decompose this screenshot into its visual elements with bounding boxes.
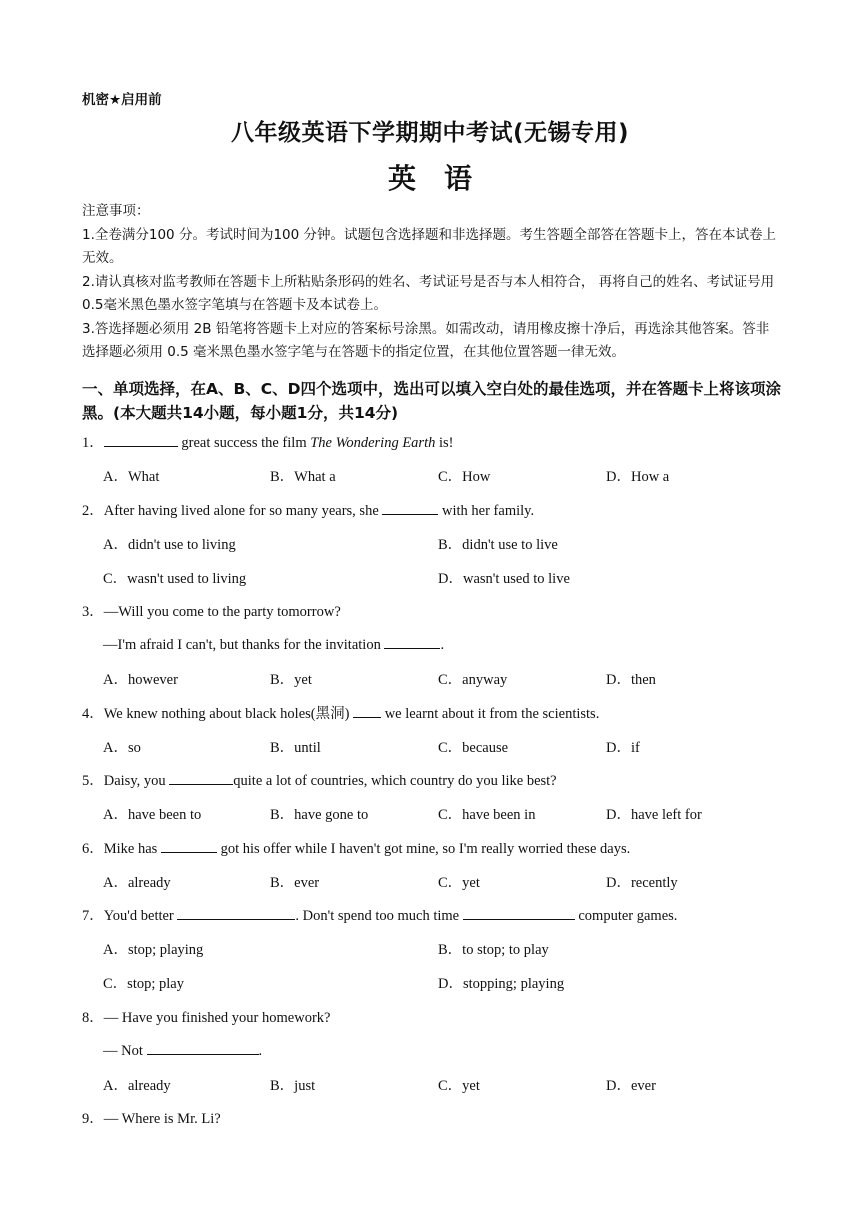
- option-a: A．have been to: [103, 807, 202, 823]
- question-number: 4．: [82, 706, 104, 722]
- question-text: computer games.: [574, 908, 678, 924]
- option-a: A．already: [103, 1078, 171, 1094]
- question-text: — Where is Mr. Li?: [103, 1111, 221, 1127]
- question-text: .: [258, 1043, 263, 1059]
- question-number: 2．: [82, 503, 104, 519]
- answer-blank: [353, 703, 381, 718]
- option-d: D．ever: [606, 1078, 656, 1094]
- question-6: [82, 837, 782, 858]
- option-b: B．have gone to: [270, 807, 369, 823]
- question-2: [82, 499, 782, 520]
- option-b: B．ever: [270, 875, 320, 891]
- question-text: we learnt about it from the scientists.: [381, 706, 600, 722]
- question-number: 7．: [82, 908, 104, 924]
- option-a: A．already: [103, 875, 171, 891]
- question-1: [82, 431, 782, 452]
- option-c: C．yet: [438, 1078, 480, 1094]
- question-text: Daisy, you: [103, 773, 170, 789]
- question-3-reply: [103, 634, 803, 654]
- answer-blank: [169, 770, 233, 785]
- option-b: B．just: [270, 1078, 316, 1094]
- question-4: [82, 702, 782, 723]
- question-number: 9．: [82, 1111, 104, 1127]
- confidential-label: 机密★启用前: [82, 92, 162, 108]
- section-heading: 一、单项选择，在A、B、C、D四个选项中，选出可以填入空白处的最佳选项，并在答题卡上将该项涂黑。(本大题共14小题，每小题1分，共14分): [82, 380, 782, 422]
- question-number: 5．: [82, 773, 104, 789]
- option-a: A．stop; playing: [103, 942, 204, 958]
- question-5: [82, 769, 782, 790]
- option-b: B．didn't use to live: [438, 537, 558, 553]
- option-c: C．have been in: [438, 807, 536, 823]
- question-8: [82, 1006, 782, 1027]
- question-text: is!: [435, 435, 454, 451]
- notice-heading: 注意事项：: [82, 203, 150, 219]
- question-9: [82, 1107, 782, 1128]
- question-text: .: [440, 637, 445, 653]
- option-b: B．until: [270, 740, 321, 756]
- question-text: We knew nothing about black holes(黑洞): [103, 706, 354, 722]
- question-number: 6．: [82, 841, 104, 857]
- question-text: — Not: [103, 1043, 147, 1059]
- answer-blank: [161, 838, 217, 853]
- answer-blank: [384, 634, 440, 649]
- option-c: C．anyway: [438, 672, 508, 688]
- question-number: 3．: [82, 604, 104, 620]
- question-number: 8．: [82, 1010, 104, 1026]
- question-text: got his offer while I haven't got mine, so I'm really worried these days.: [216, 841, 631, 857]
- question-text: with her family.: [438, 503, 535, 519]
- question-text: . Don't spend too much time: [295, 908, 463, 924]
- question-text: — Have you finished your homework?: [103, 1010, 331, 1026]
- answer-blank: [147, 1040, 259, 1055]
- option-a: A．so: [103, 740, 141, 756]
- question-text: Mike has: [103, 841, 161, 857]
- question-text: You'd better: [103, 908, 178, 924]
- film-title: The Wondering Earth: [310, 435, 436, 451]
- answer-blank: [463, 905, 575, 920]
- exam-title: 八年级英语下学期期中考试(无锡专用): [230, 120, 630, 146]
- option-d: D．stopping; playing: [438, 976, 565, 992]
- option-c: C．How: [438, 469, 491, 485]
- option-d: D．recently: [606, 875, 678, 891]
- answer-blank: [177, 905, 295, 920]
- option-d: D．if: [606, 740, 640, 756]
- question-3: [82, 600, 782, 621]
- option-c: C．yet: [438, 875, 480, 891]
- option-d: D．How a: [606, 469, 670, 485]
- option-d: D．wasn't used to live: [438, 571, 570, 587]
- option-b: B．yet: [270, 672, 312, 688]
- option-a: A．What: [103, 469, 160, 485]
- notice-block: [82, 200, 782, 365]
- question-number: 1．: [82, 435, 104, 451]
- option-c: C．because: [438, 740, 509, 756]
- question-text: quite a lot of countries, which country do you like best?: [233, 773, 557, 789]
- question-text: —Will you come to the party tomorrow?: [103, 604, 341, 620]
- question-text: great success the film: [181, 435, 311, 451]
- option-d: D．then: [606, 672, 656, 688]
- notice-item: 2.请认真核对监考教师在答题卡上所粘贴条形码的姓名、考试证号是否与本人相符合， 再将自己的姓名、考试证号用0.5毫米黑色墨水签字笔填与在答题卡及本试卷上。: [82, 273, 775, 313]
- question-text: After having lived alone for so many years, she: [103, 503, 383, 519]
- option-a: A．however: [103, 672, 178, 688]
- notice-item: 3.答选择题必须用 2B 铅笔将答题卡上对应的答案标号涂黑。如需改动，请用橡皮擦十净后，再选涂其他答案。答非选择题必须用 0.5 毫米黑色墨水签字笔与在答题卡的指定位置，在其他位置答题一律无效。: [82, 320, 770, 360]
- answer-blank: [382, 500, 438, 515]
- notice-item: 1.全卷满分100 分。考试时间为100 分钟。试题包含选择题和非选择题。考生答题全部答在答题卡上，答在本试卷上无效。: [82, 226, 776, 266]
- option-c: C．wasn't used to living: [103, 571, 247, 587]
- option-c: C．stop; play: [103, 976, 184, 992]
- subject-title: 英语: [387, 162, 500, 195]
- option-b: B．to stop; to play: [438, 942, 549, 958]
- option-a: A．didn't use to living: [103, 537, 236, 553]
- answer-blank: [104, 432, 178, 447]
- question-8-reply: [103, 1040, 803, 1060]
- question-text: —I'm afraid I can't, but thanks for the invitation: [103, 637, 385, 653]
- option-d: D．have left for: [606, 807, 702, 823]
- question-7: [82, 904, 782, 925]
- option-b: B．What a: [270, 469, 336, 485]
